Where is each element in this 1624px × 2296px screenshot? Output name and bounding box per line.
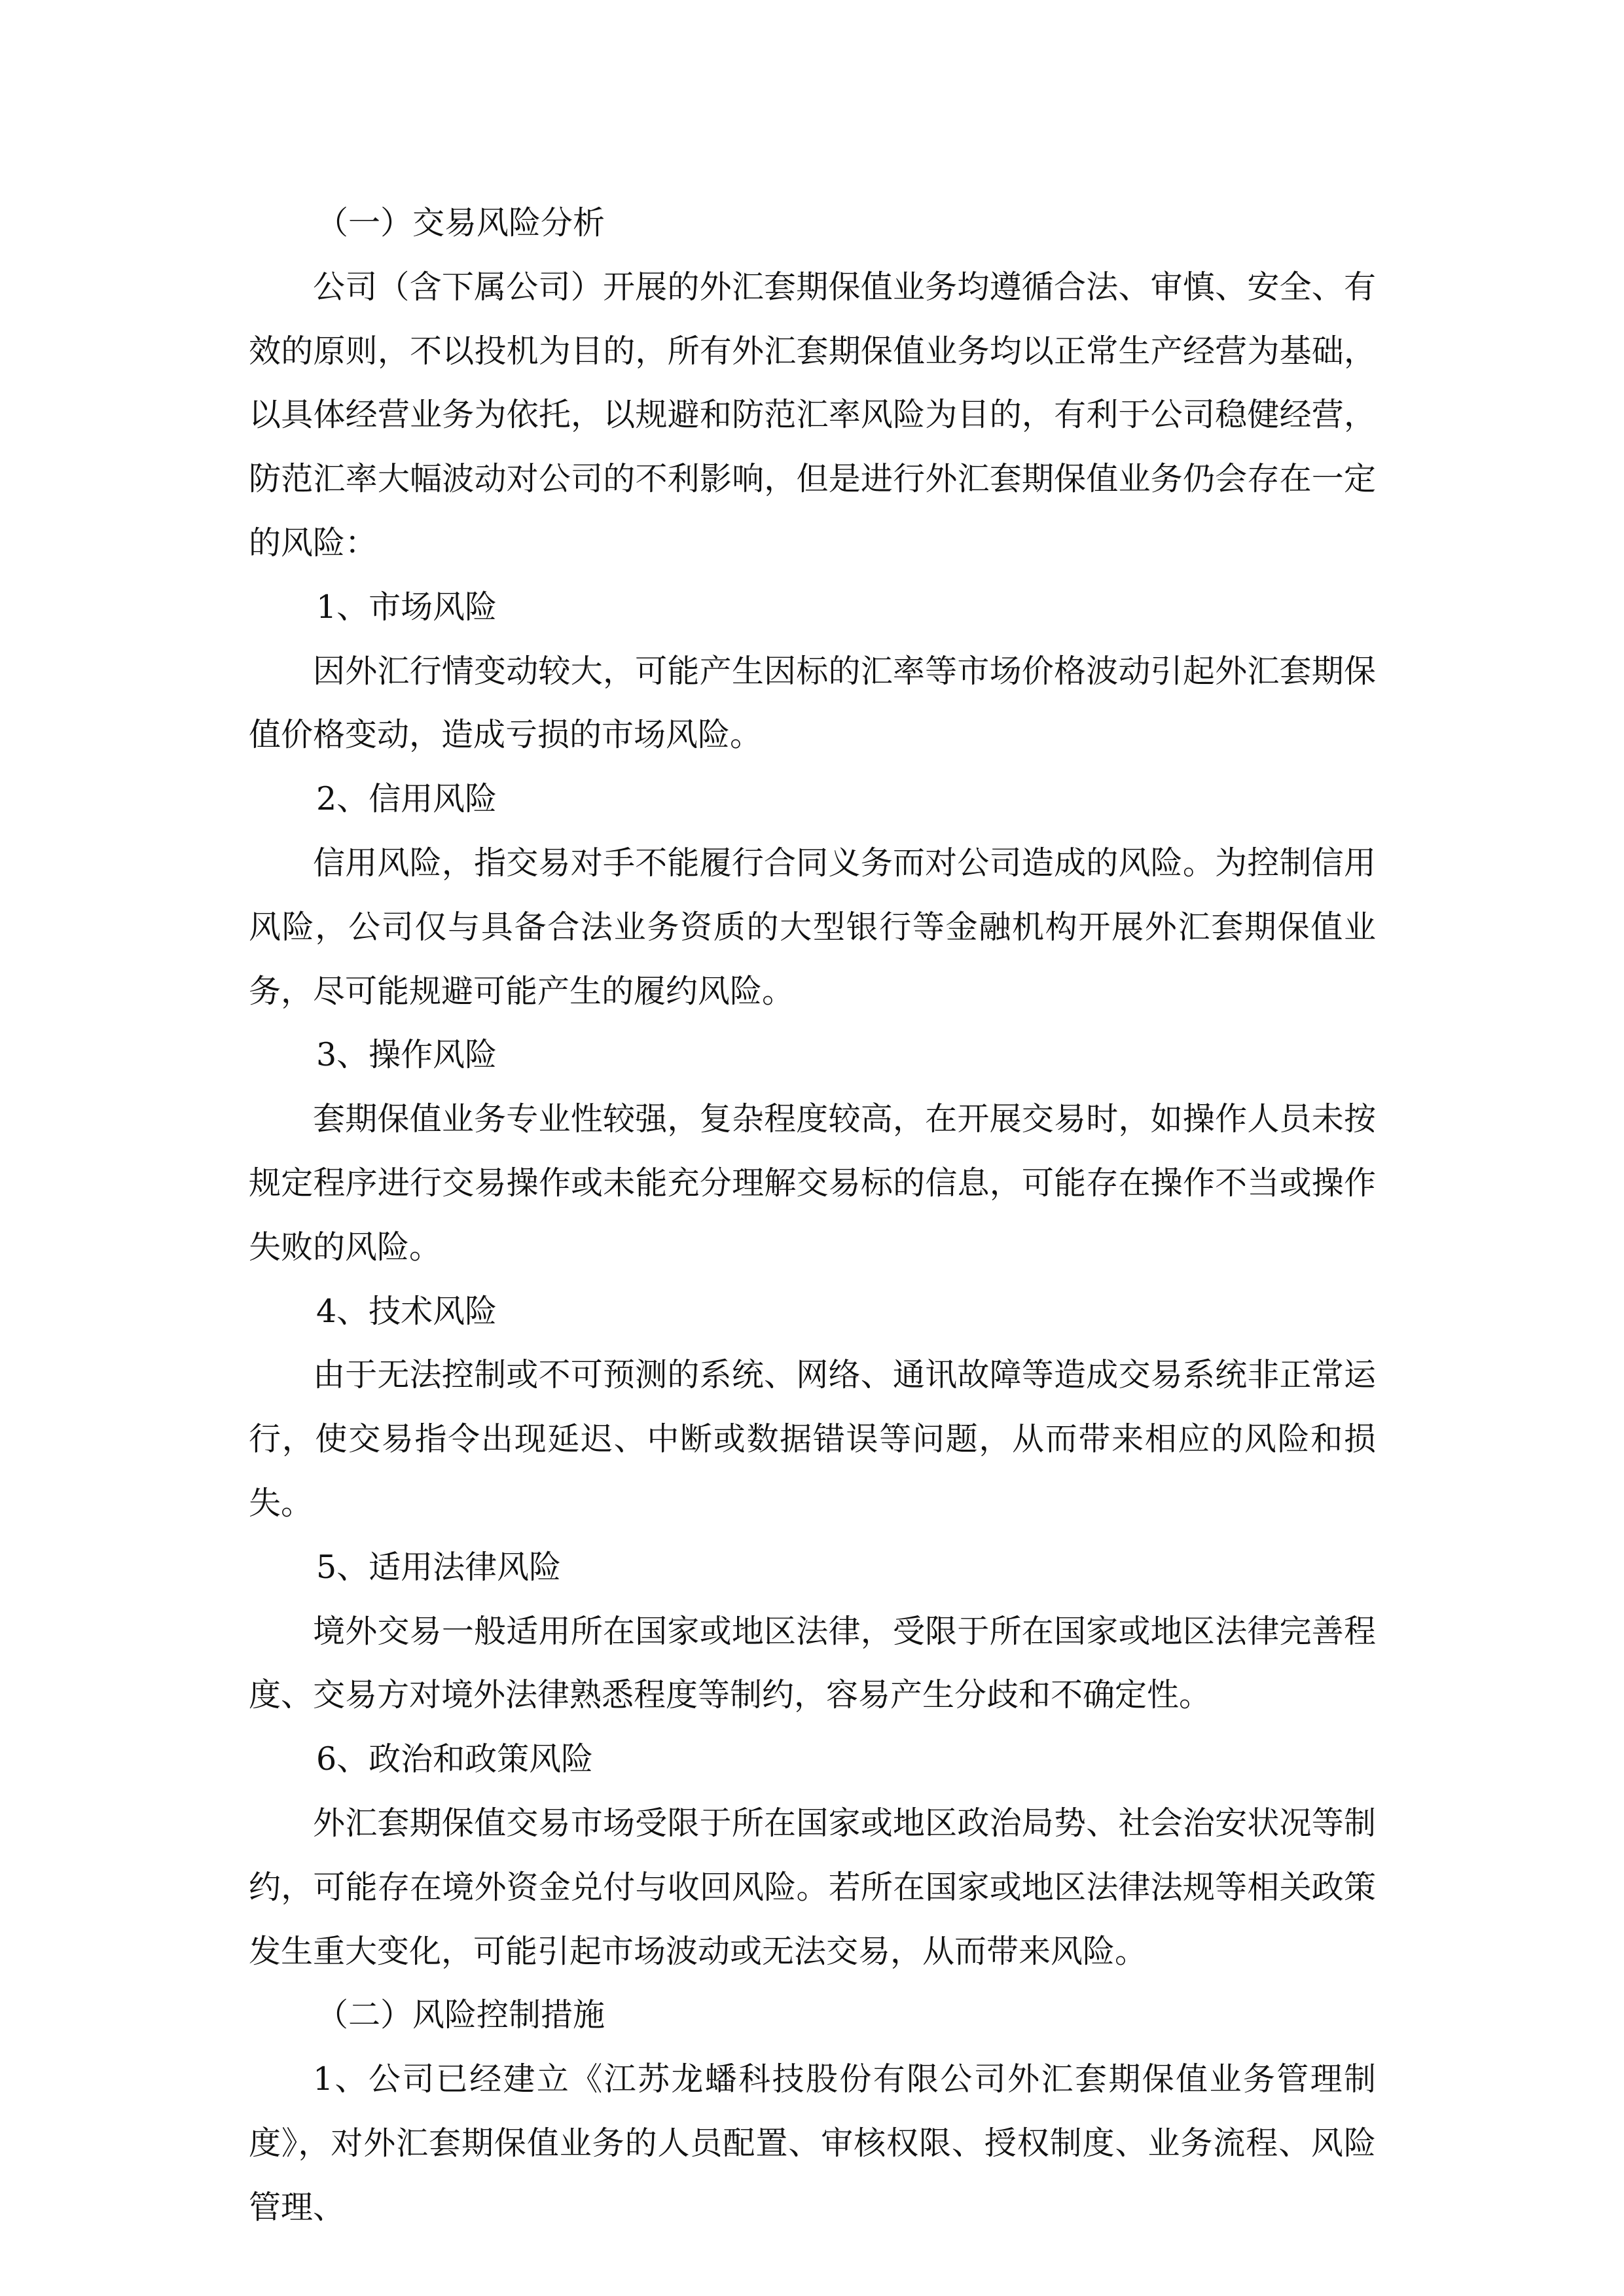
risk-heading-operation: 3、操作风险 (316, 1036, 497, 1074)
document-body (249, 191, 1376, 2240)
political-policy-risk-paragraph: 外汇套期保值交易市场受限于所在国家或地区政治局势、社会治安状况等制约，可能存在境外资金兑付与收回风险。若所在国家或地区法律法规等相关政策发生重大变化，可能引起市场波动或无法交易，从而带来风险。 (249, 1804, 1376, 1970)
market-risk-paragraph: 因外汇行情变动较大，可能产生因标的汇率等市场价格波动引起外汇套期保值价格变动，造成亏损的市场风险。 (249, 652, 1376, 754)
control-measure-1-paragraph: 1、公司已经建立《江苏龙蟠科技股份有限公司外汇套期保值业务管理制度》，对外汇套期保值业务的人员配置、审核权限、授权制度、业务流程、风险管理、 (249, 2060, 1376, 2226)
legal-risk-paragraph: 境外交易一般适用所在国家或地区法律，受限于所在国家或地区法律完善程度、交易方对境外法律熟悉程度等制约，容易产生分歧和不确定性。 (249, 1612, 1376, 1714)
intro-paragraph: 公司（含下属公司）开展的外汇套期保值业务均遵循合法、审慎、安全、有效的原则，不以投机为目的，所有外汇套期保值业务均以正常生产经营为基础，以具体经营业务为依托，以规避和防范汇率风险为目的，有利于公司稳健经营，防范汇率大幅波动对公司的不利影响，但是进行外汇套期保值业务仍会存在一定的风险： (249, 268, 1376, 562)
risk-heading-political-policy: 6、政治和政策风险 (316, 1740, 594, 1778)
risk-heading-credit: 2、信用风险 (316, 780, 497, 818)
technology-risk-paragraph: 由于无法控制或不可预测的系统、网络、通讯故障等造成交易系统非正常运行，使交易指令出现延迟、中断或数据错误等问题，从而带来相应的风险和损失。 (249, 1356, 1376, 1522)
section-heading-risk-control-measures: （二）风险控制措施 (316, 1996, 605, 2034)
credit-risk-paragraph: 信用风险，指交易对手不能履行合同义务而对公司造成的风险。为控制信用风险，公司仅与具备合法业务资质的大型银行等金融机构开展外汇套期保值业务，尽可能规避可能产生的履约风险。 (249, 844, 1376, 1010)
operation-risk-paragraph: 套期保值业务专业性较强，复杂程度较高，在开展交易时，如操作人员未按规定程序进行交易操作或未能充分理解交易标的信息，可能存在操作不当或操作失败的风险。 (249, 1100, 1376, 1266)
risk-heading-market: 1、市场风险 (316, 588, 497, 626)
risk-heading-legal: 5、适用法律风险 (316, 1548, 562, 1586)
section-heading-trade-risk-analysis: （一）交易风险分析 (316, 204, 605, 242)
risk-heading-technology: 4、技术风险 (316, 1292, 497, 1330)
